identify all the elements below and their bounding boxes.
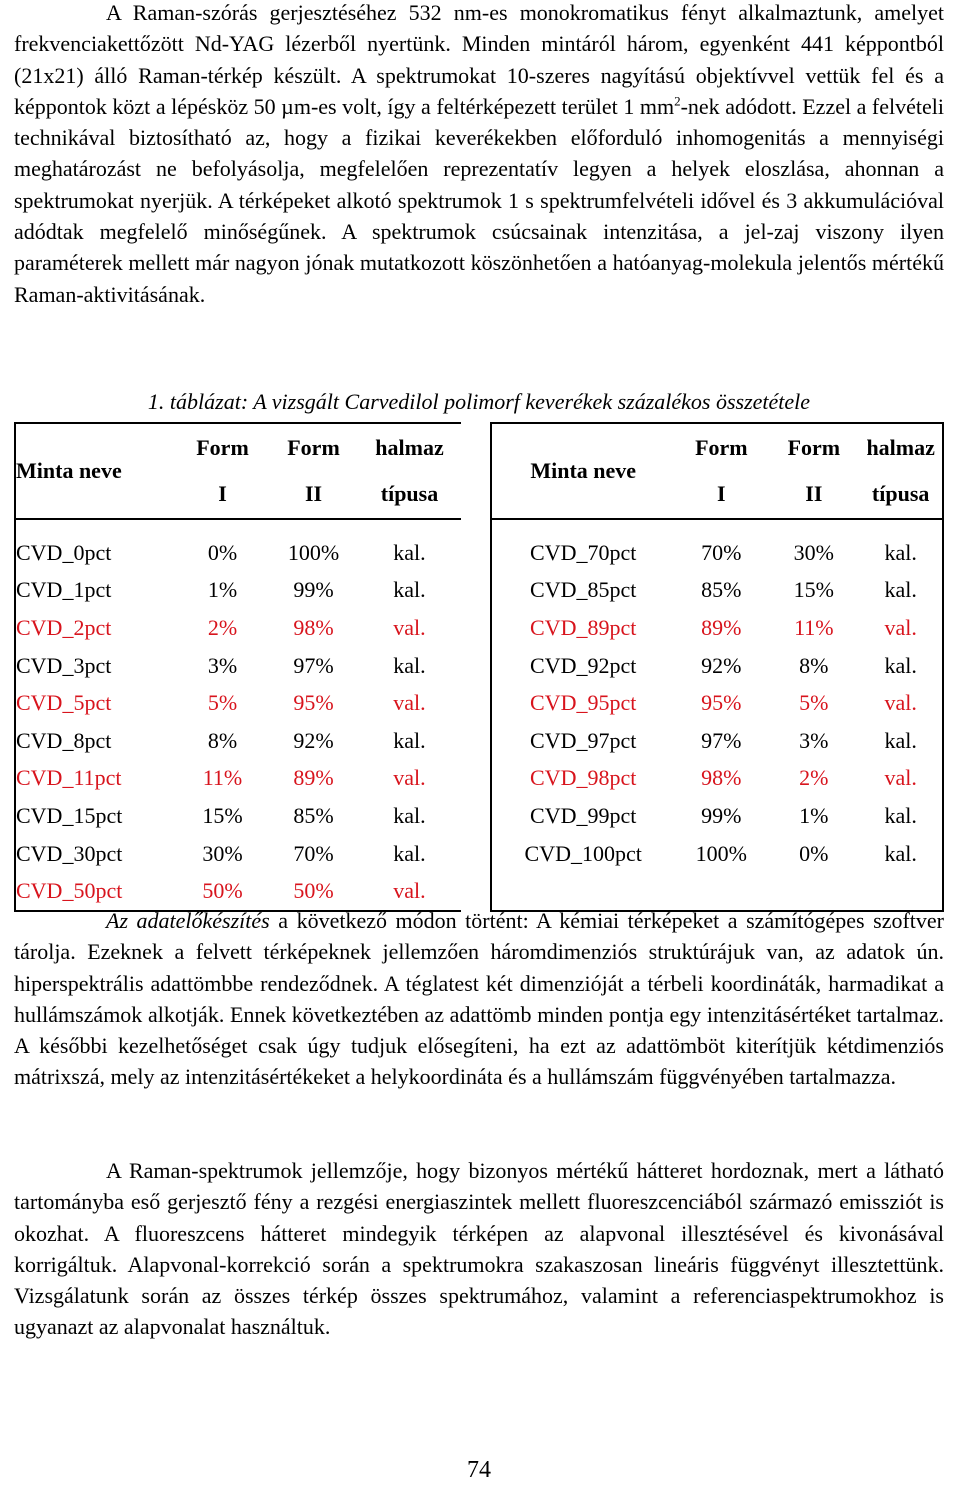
header-text: típusa [871,481,930,506]
cell-form-1: 92% [701,652,742,678]
header-text: II [304,481,323,506]
header-text: I [717,481,726,506]
paragraph-text: A Raman-spektrumok jellemzője, hogy bizonyos mértékű hátteret hordoznak, mert a látható tartományba eső gerjesztő fény a rezgési energiaszintek mellett fluoreszcenciából származó emissziót is okozhat. A fluoreszcens hátteret mindegyik térképen az alapvonal illesztésével és kivonásával korrigáltuk. Alapvonal-korrekció során a spektrumokra szakaszosan lineáris függvényt illesztettünk. Vizsgálatunk során az összes térkép összes spektrumához, valamint a referenciaspektrumokhoz is ugyanazt az alapvonalat használtuk. [14,1158,944,1340]
cell-phase-type: kal. [884,577,917,603]
table-row [15,722,460,760]
cell-sample-name: CVD_100pct [524,840,642,866]
table-row [15,572,460,610]
cell-form-2: 3% [799,727,829,753]
cell-form-1: 85% [701,577,742,603]
italic-lead: Az adatelőkészítés [106,908,270,933]
cell-form-1: 2% [207,614,238,640]
cell-form-1: 100% [695,840,747,866]
cell-sample-name: CVD_11pct [16,765,122,791]
cell-sample-name: CVD_30pct [16,840,123,866]
table-header-row [491,423,943,519]
table-row [491,572,943,610]
spacer-row [491,519,943,534]
superscript: 2 [674,93,681,109]
paragraph-data-preparation [14,905,944,1093]
header-text: Form [695,435,748,460]
cell-form-1: 89% [701,614,742,640]
cell-form-2: 99% [293,577,334,603]
cell-form-2: 92% [293,727,334,753]
header-form-2 [268,423,359,519]
cell-sample-name: CVD_98pct [530,765,637,791]
cell-form-1: 97% [701,727,742,753]
cell-sample-name: CVD_95pct [530,690,637,716]
cell-sample-name: CVD_1pct [16,577,112,603]
cell-form-2: 70% [293,840,334,866]
cell-phase-type: kal. [393,727,426,753]
header-text: halmaz [866,435,935,460]
cell-phase-type: kal. [393,802,426,828]
header-text: Form [196,435,249,460]
cell-form-2: 95% [293,690,334,716]
table-row [491,835,943,873]
header-text: Form [287,435,340,460]
cell-form-1: 3% [207,652,238,678]
cell-sample-name: CVD_70pct [530,539,637,565]
cell-phase-type: kal. [393,840,426,866]
cell-form-1: 30% [202,840,243,866]
table-row [15,534,460,572]
table-row [491,760,943,798]
cell-phase-type: kal. [884,802,917,828]
table-row [15,760,460,798]
cell-sample-name: CVD_15pct [16,802,123,828]
cell-form-1: 99% [701,802,742,828]
cell-form-2: 0% [799,840,829,866]
cell-form-2: 50% [293,878,334,904]
cell-phase-type: kal. [393,539,426,565]
page-number: 74 [467,1457,491,1483]
cell-form-1: 98% [701,765,742,791]
header-minta-neve: Minta neve [15,423,177,519]
cell-form-2: 100% [287,539,340,565]
cell-phase-type: val. [393,614,426,640]
table-row [15,835,460,873]
cell-sample-name: CVD_97pct [530,727,637,753]
cell-phase-type: val. [884,690,917,716]
header-halmaz-tipusa [359,423,460,519]
cell-form-1: 95% [701,690,742,716]
header-minta-neve: Minta neve [491,423,674,519]
cell-form-2: 89% [293,765,334,791]
cell-form-1: 0% [207,539,238,565]
table-left [14,422,461,912]
table-row [491,684,943,722]
cell-form-2: 11% [794,614,834,640]
table-row [15,797,460,835]
cell-form-2: 30% [793,539,834,565]
paragraph-text: -nek adódott. Ezzel a felvételi technikával biztosítható az, hogy a fizikai keverékekben előforduló inhomogenitás a mennyiségi meghatározást ne befolyásolja, megfelelően reprezentatív legyen a helyek eloszlása, ahonnan a spektrumokat nyerjük. A térképeket alkotó spektrumok 1 s spektrumfelvételi idővel és 3 akkumulációval adódtak megfelelő minőségűnek. A spektrumok csúcsainak intenzitása, a jel-zaj viszony ilyen paraméterek mellett már nagyon jónak mutatkozott köszönhetően a hatóanyag-molekula jelentős mértékű Raman-aktivitásának. [14,93,945,307]
cell-phase-type: kal. [393,652,426,678]
header-halmaz-tipusa [859,423,943,519]
table-row [491,797,943,835]
cell-form-1: 5% [207,690,238,716]
cell-phase-type: kal. [884,727,917,753]
cell-form-2: 8% [799,652,829,678]
paragraph-raman-setup [14,0,944,310]
cell-form-1: 50% [202,878,243,904]
cell-phase-type: kal. [884,840,917,866]
table-row [491,534,943,572]
paragraph-text: A Raman-szórás gerjesztéséhez 532 nm-es monokromatikus fényt alkalmaztunk, amelyet frekvenciakettőzött Nd-YAG lézerből nyertünk. Minden mintáról három, egyenként 441 képpontból (21x21) álló Raman-térkép készült. A spektrumokat 10-szeres nagyítású objektívvel vettük fel és a képpontok közt a lépésköz 50 µm-es volt, így a feltérképezett terület 1 mm [14,0,944,119]
table-caption: 1. táblázat: A vizsgált Carvedilol polimorf keverékek százalékos összetétele [147,389,811,414]
cell-sample-name: CVD_85pct [530,577,637,603]
header-text: II [805,481,823,506]
header-text: Form [787,435,841,460]
table-row [15,647,460,685]
cell-phase-type: val. [393,765,426,791]
table-row [15,684,460,722]
table-row [491,647,943,685]
cell-sample-name: CVD_5pct [16,690,112,716]
cell-sample-name: CVD_3pct [16,652,112,678]
cell-form-1: 8% [207,727,238,753]
cell-sample-name: CVD_89pct [530,614,637,640]
spacer-row [15,519,460,534]
paragraph-text: a következő módon történt: A kémiai térképeket a számítógépes szoftver tárolja. Ezeknek a felvett térképeknek jellemzően háromdimenziós struktúrájuk van, az adatok ún. hiperspektrális adattömbbe rendeződnek. A téglatest két dimenzióját a térbeli koordináták, harmadikat a hullámszámok alkotják. Ennek következtében az adattömb minden pontja egy intenzitásértéket tartalmaz. A későbbi kezelhetőséget csak úgy tudjuk elősegíteni, ha ezt az adattömböt kiterítjük kétdimenziós mátrixszá, mely az intenzitásértékeket a helykoordináta és a hullámszám függvényében tartalmazza. [14,908,944,1090]
paragraph-baseline-correction [14,1155,944,1343]
cell-sample-name: CVD_8pct [16,727,112,753]
table-header-row [15,423,460,519]
cell-sample-name: CVD_0pct [16,539,112,565]
header-text: I [218,481,227,506]
cell-form-1: 15% [202,802,243,828]
cell-form-1: 1% [207,577,238,603]
cell-phase-type: kal. [884,539,917,565]
table-row [491,609,943,647]
cell-form-1: 11% [202,765,243,791]
cell-phase-type: val. [393,878,426,904]
cell-sample-name: CVD_50pct [16,878,123,904]
cell-phase-type: val. [393,690,426,716]
cell-sample-name: CVD_2pct [16,614,112,640]
cell-sample-name: CVD_92pct [530,652,637,678]
cell-sample-name: CVD_99pct [530,802,637,828]
header-text: halmaz [375,435,444,460]
header-form-1 [177,423,268,519]
header-form-1 [674,423,768,519]
cell-form-2: 1% [799,802,829,828]
cell-form-2: 2% [799,765,829,791]
cell-form-2: 98% [293,614,334,640]
header-form-2 [768,423,859,519]
cell-form-2: 97% [293,652,334,678]
table-row [491,722,943,760]
cell-form-1: 70% [701,539,742,565]
cell-phase-type: kal. [884,652,917,678]
cell-form-2: 5% [799,690,829,716]
cell-phase-type: val. [884,765,917,791]
header-text: típusa [380,481,439,506]
cell-form-2: 15% [793,577,834,603]
cell-phase-type: val. [884,614,917,640]
cell-form-2: 85% [293,802,334,828]
cell-phase-type: kal. [393,577,426,603]
table-right [490,422,944,912]
table-row [15,609,460,647]
